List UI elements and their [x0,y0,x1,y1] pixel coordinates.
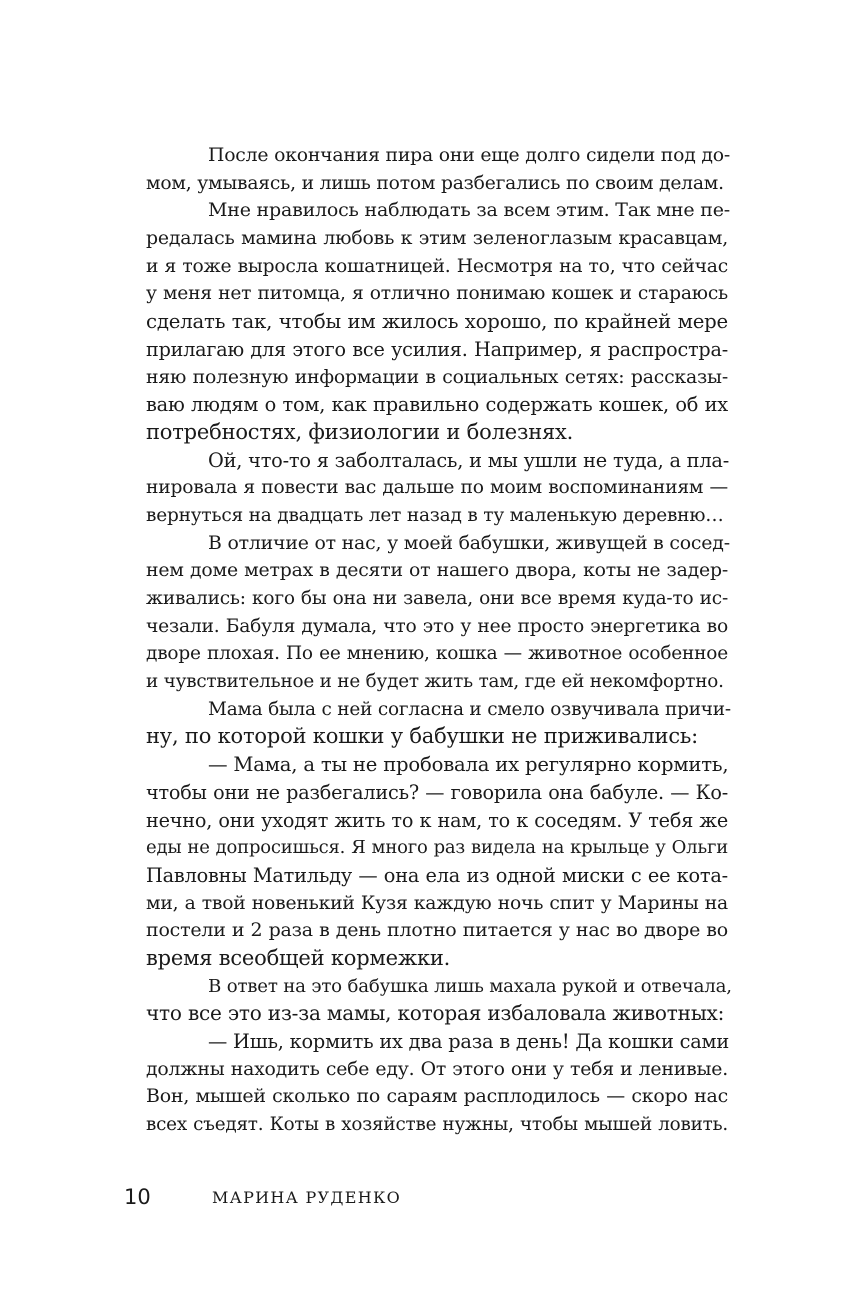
body-text [146,142,732,1139]
text-line: и чувствительное и не будет жить там, где ей некомфортно. [146,671,724,693]
text-line: должны находить себе еду. От этого они у тебя и ленивые. [146,1058,728,1080]
text-line: Ой, что-то я заболталась, и мы ушли не туда, а пла- [208,448,730,472]
text-line: нем доме метрах в десяти от нашего двора, коты не задер- [146,560,728,582]
text-line: Вон, мышей сколько по сараям расплодилось — скоро нас [146,1085,728,1108]
paragraph [146,1028,728,1139]
paragraph [146,142,731,197]
text-line: ну, по которой кошки у бабушки не приживались: [146,724,699,749]
text-line: и я тоже выросла кошатницей. Несмотря на то, что сейчас [146,255,728,277]
text-line: время всеобщей кормежки. [146,945,451,970]
text-line: живались: кого бы она ни завела, они все время куда-то ис- [146,588,728,609]
paragraph [146,696,731,751]
text-line: дворе плохая. По ее мнению, кошка — животное особенное [146,643,728,665]
text-line: чтобы они не разбегались? — говорила она бабуле. — Ко- [146,780,728,804]
running-head-author: МАРИНА РУДЕНКО [212,1188,402,1207]
text-line: После окончания пира они еще долго сидели под до- [208,145,731,166]
text-line: чезали. Бабуля думала, что это у нее просто энергетика во [146,615,728,637]
paragraph [146,530,728,696]
text-line: редалась мамина любовь к этим зеленоглазым красавцам, [146,227,728,250]
text-line: потребностях, физиологии и болезнях. [146,419,574,444]
text-line: что все это из-за мамы, которая избаловала животных: [146,1001,725,1026]
text-line: нировала я повести вас дальше по моим воспоминаниям — [146,477,728,499]
text-line: у меня нет питомца, я отлично понимаю кошек и стараюсь [146,283,728,305]
text-line: В отличие от нас, у моей бабушки, живущей в сосед- [208,531,730,554]
paragraph [146,447,728,530]
page-number: 10 [124,1185,151,1209]
text-line: вернуться на двадцать лет назад в ту маленькую деревню… [146,504,724,526]
paragraph [146,751,728,973]
text-line: мом, умываясь, и лишь потом разбегались по своим делам. [146,172,724,194]
text-line: Мама была с ней согласна и смело озвучивала причи- [208,698,731,720]
text-line: няю полезную информации в социальных сетях: рассказы- [146,366,728,388]
text-line: всех съедят. Коты в хозяйстве нужны, чтобы мышей ловить. [146,1114,728,1136]
text-line: Павловны Матильду — она ела из одной миски с ее кота- [146,863,728,887]
text-line: постели и 2 раза в день плотно питается у нас во дворе во [146,919,728,942]
text-line: ваю людям о том, как правильно содержать кошек, об их [146,393,728,417]
text-line: нечно, они уходят жить то к нам, то к соседям. У тебя же [146,808,728,832]
text-line: — Мама, а ты не пробовала их регулярно кормить, [208,753,729,777]
page-footer [0,1185,844,1215]
paragraph [146,197,728,446]
paragraph [146,973,732,1028]
text-line: Мне нравилось наблюдать за всем этим. Так мне пе- [208,199,730,222]
text-line: — Ишь, кормить их два раза в день! Да кошки сами [208,1030,730,1053]
text-line: прилагаю для этого все усилия. Например, я распростра- [146,337,728,361]
text-line: ми, а твой новенький Кузя каждую ночь спит у Марины на [146,892,728,914]
text-line: В ответ на это бабушка лишь махала рукой и отвечала, [208,975,732,997]
text-line: еды не допросишься. Я много раз видела на крыльце у Ольги [146,837,728,859]
text-line: сделать так, чтобы им жилось хорошо, по крайней мере [146,310,728,334]
